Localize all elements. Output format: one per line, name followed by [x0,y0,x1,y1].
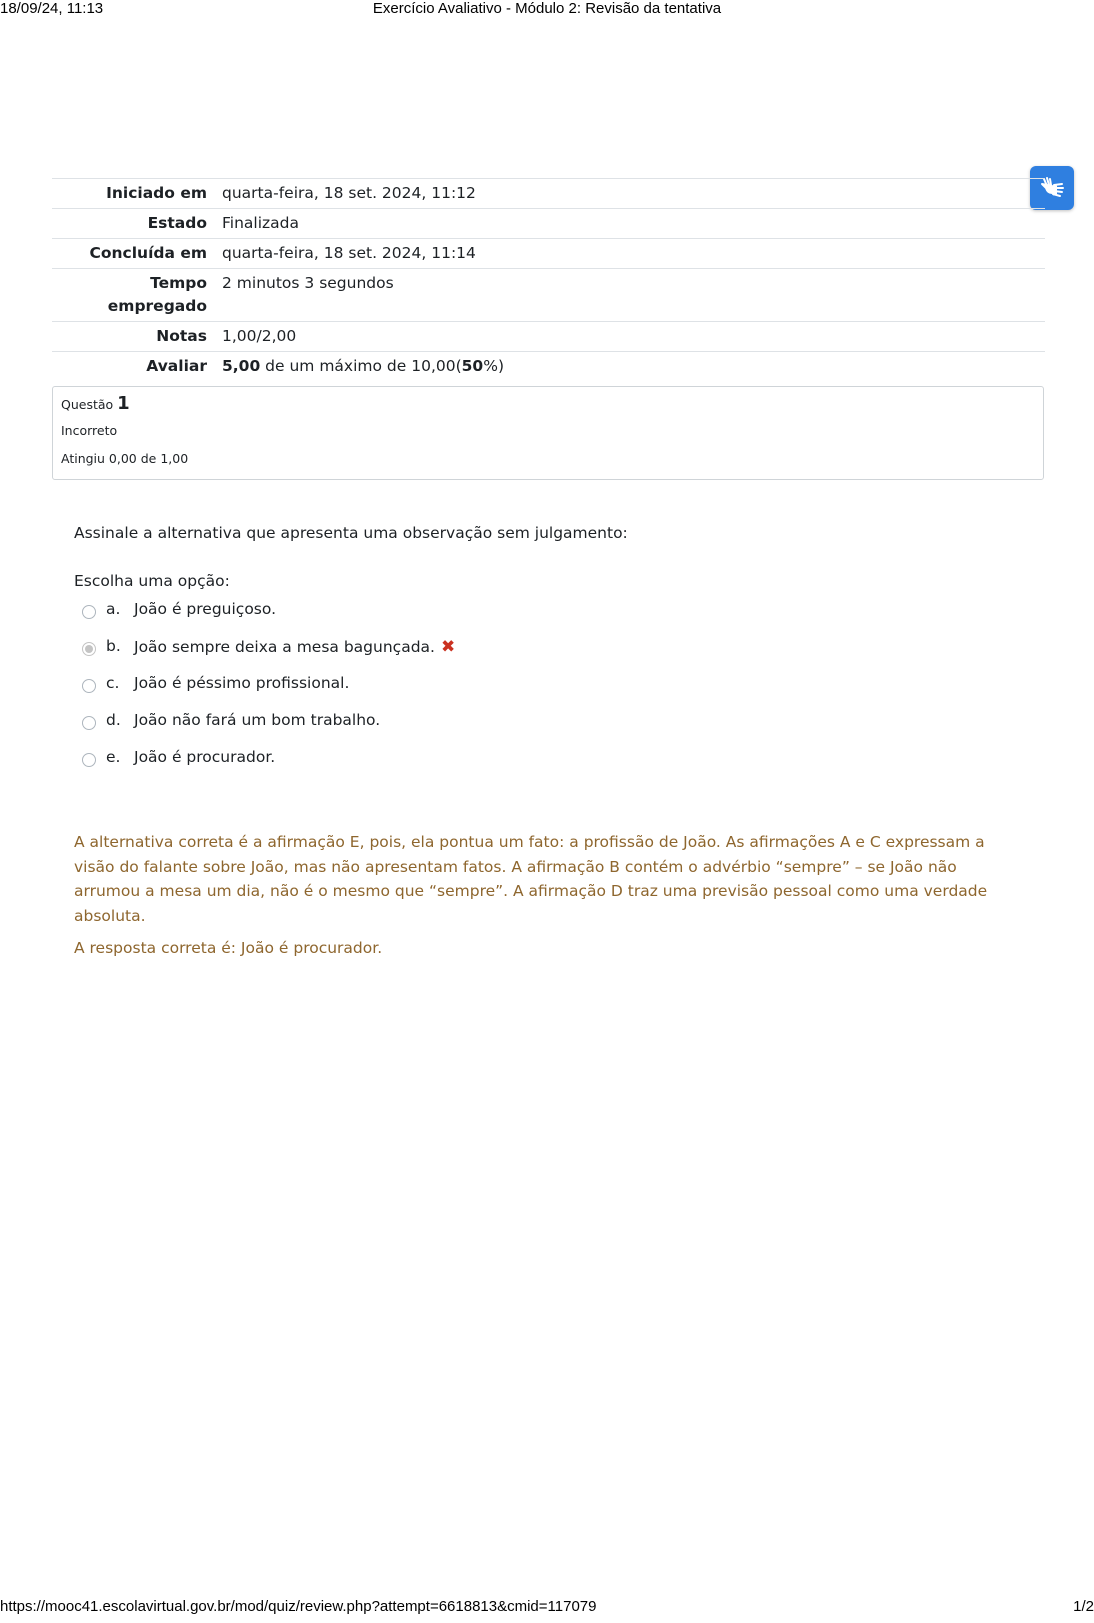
grade-middle: de um máximo de 10,00( [260,357,462,375]
answer-text: João não fará um bom trabalho. [134,711,381,729]
print-url: https://mooc41.escolavirtual.gov.br/mod/quiz/review.php?attempt=6618813&cmid=117079 [0,1598,597,1615]
summary-value: Finalizada [222,209,1045,239]
question-text: Assinale a alternativa que apresenta uma observação sem julgamento: [74,524,628,542]
summary-value: quarta-feira, 18 set. 2024, 11:12 [222,179,1045,209]
grade-end: %) [483,357,504,375]
radio-button[interactable] [82,605,96,619]
print-datetime: 18/09/24, 11:13 [0,0,104,17]
grade-score: 5,00 [222,357,261,375]
summary-label: Estado [52,209,222,239]
answer-letter: e. [106,748,121,766]
attempt-summary-table [52,178,1045,381]
grade-percent: 50 [461,357,484,375]
question-number [61,393,130,414]
answer-text: João é preguiçoso. [134,600,277,618]
answer-letter: c. [106,674,120,692]
print-page-number: 1/2 [1073,1598,1094,1615]
question-mark: Atingiu 0,00 de 1,00 [61,451,189,466]
answer-text: João é procurador. [134,748,276,766]
radio-button[interactable] [82,716,96,730]
summary-value: quarta-feira, 18 set. 2024, 11:14 [222,239,1045,269]
print-header [0,0,1094,18]
answer-letter: d. [106,711,121,729]
summary-value [222,352,1045,382]
radio-button[interactable] [82,679,96,693]
radio-button-selected[interactable] [82,642,96,656]
summary-row-started [52,179,1045,209]
summary-label-line: empregado [107,297,207,315]
summary-label: Notas [52,322,222,352]
answer-text: João é péssimo profissional. [134,674,350,692]
question-feedback [74,830,1024,969]
incorrect-icon: ✖ [440,637,456,657]
radio-button[interactable] [82,753,96,767]
summary-label: Concluída em [52,239,222,269]
summary-row-marks [52,322,1045,352]
summary-row-grade [52,352,1045,382]
summary-label: Avaliar [52,352,222,382]
question-number-value: 1 [117,393,130,414]
summary-row-state [52,209,1045,239]
answer-letter: a. [106,600,121,618]
print-page-title: Exercício Avaliativo - Módulo 2: Revisão da tentativa [372,0,722,17]
general-feedback: A alternativa correta é a afirmação E, pois, ela pontua um fato: a profissão de João. As afirmações A e C expressam a visão do falante sobre João, mas não apresentam fatos. A afirmação B contém o advérbio “sempre” – se João não arrumou a mesa um dia, não é o mesmo que “sempre”. A afirmação D traz uma previsão pessoal como uma verdade absoluta. [74,833,988,925]
summary-row-time [52,269,1045,322]
answer-letter: b. [106,637,121,655]
summary-label: Iniciado em [52,179,222,209]
summary-value: 1,00/2,00 [222,322,1045,352]
question-label: Questão [61,397,114,412]
question-info-box [52,386,1044,480]
answer-text-wrapper [134,637,455,657]
question-state: Incorreto [61,423,118,438]
right-answer: A resposta correta é: João é procurador. [74,939,383,957]
answer-text: João sempre deixa a mesa bagunçada. [134,638,435,656]
summary-label [52,269,222,322]
summary-label-line: Tempo [150,274,207,292]
summary-value: 2 minutos 3 segundos [222,269,1045,322]
summary-row-completed [52,239,1045,269]
answer-prompt: Escolha uma opção: [74,572,230,590]
print-footer [0,1598,1094,1616]
